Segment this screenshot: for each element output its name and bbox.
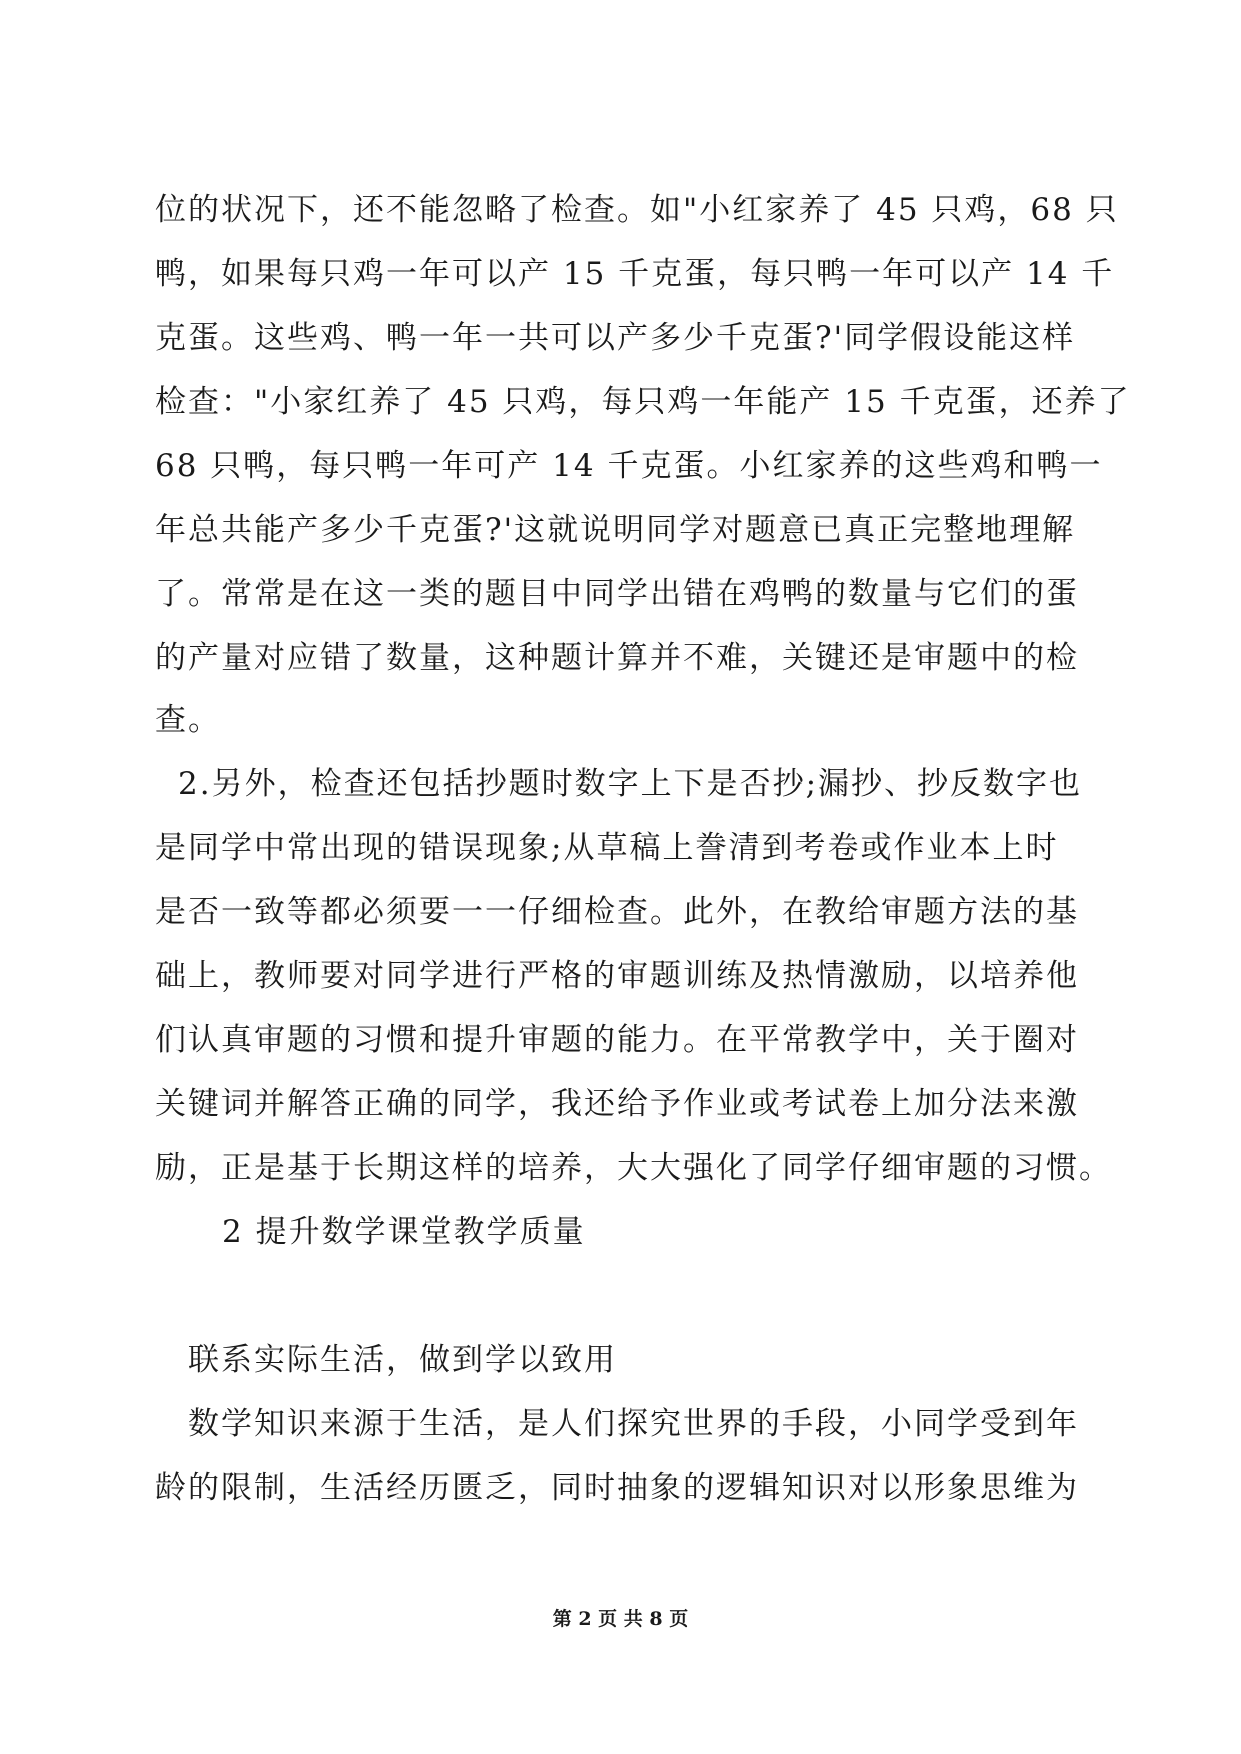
paragraph-line: 检查："小家红养了 45 只鸡，每只鸡一年能产 15 千克蛋，还养了 xyxy=(155,384,1131,420)
paragraph-line: 位的状况下，还不能忽略了检查。如"小红家养了 45 只鸡，68 只 xyxy=(155,192,1119,228)
paragraph-line: 龄的限制，生活经历匮乏，同时抽象的逻辑知识对以形象思维为 xyxy=(155,1470,1079,1506)
paragraph-line: 础上，教师要对同学进行严格的审题训练及热情激励，以培养他 xyxy=(155,958,1079,994)
paragraph-line: 数学知识来源于生活，是人们探究世界的手段，小同学受到年 xyxy=(188,1406,1079,1442)
paragraph-line: 关键词并解答正确的同学，我还给予作业或考试卷上加分法来激 xyxy=(155,1086,1079,1122)
paragraph-line: 的产量对应错了数量，这种题计算并不难，关键还是审题中的检 xyxy=(155,640,1079,676)
paragraph-line: 年总共能产多少千克蛋?'这就说明同学对题意已真正完整地理解 xyxy=(155,512,1076,548)
paragraph-line: 查。 xyxy=(155,702,221,738)
paragraph-line: 鸭，如果每只鸡一年可以产 15 千克蛋，每只鸭一年可以产 14 千 xyxy=(155,256,1115,292)
paragraph-line: 励，正是基于长期这样的培养，大大强化了同学仔细审题的习惯。 xyxy=(155,1150,1112,1186)
paragraph-line: 2.另外，检查还包括抄题时数字上下是否抄;漏抄、抄反数字也 xyxy=(178,766,1083,802)
subsection-heading: 联系实际生活，做到学以致用 xyxy=(188,1342,617,1378)
paragraph-line: 是同学中常出现的错误现象;从草稿上誊清到考卷或作业本上时 xyxy=(155,830,1059,866)
page-number-footer: 第 2 页 共 8 页 xyxy=(552,1608,689,1630)
paragraph-line: 68 只鸭，每只鸭一年可产 14 千克蛋。小红家养的这些鸡和鸭一 xyxy=(155,448,1103,484)
paragraph-line: 了。常常是在这一类的题目中同学出错在鸡鸭的数量与它们的蛋 xyxy=(155,576,1079,612)
paragraph-line: 们认真审题的习惯和提升审题的能力。在平常教学中，关于圈对 xyxy=(155,1022,1079,1058)
paragraph-line: 克蛋。这些鸡、鸭一年一共可以产多少千克蛋?'同学假设能这样 xyxy=(155,320,1076,356)
paragraph-line: 是否一致等都必须要一一仔细检查。此外，在教给审题方法的基 xyxy=(155,894,1079,930)
section-heading: 2 提升数学课堂教学质量 xyxy=(222,1214,586,1250)
